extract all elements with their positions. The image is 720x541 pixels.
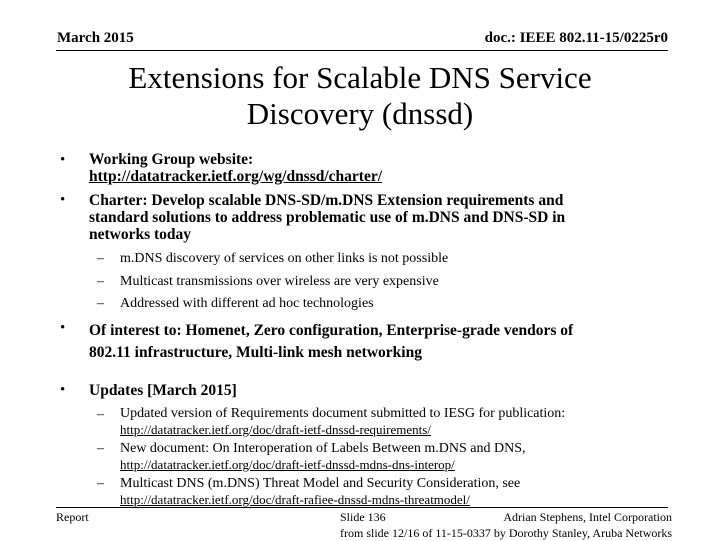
update-item xyxy=(120,441,680,474)
bullet-marker: • xyxy=(60,320,66,336)
footer-source-note: from slide 12/16 of 11-15-0337 by Dorothy Stanley, Aruba Networks xyxy=(340,526,673,540)
footer-report: Report xyxy=(56,510,89,524)
sub-bullet-marker: – xyxy=(97,407,104,422)
sub-bullet: Multicast transmissions over wireless are very expensive xyxy=(120,274,439,289)
bullet-charter-line-2: standard solutions to address problematic use of m.DNS and DNS-SD in xyxy=(89,209,566,226)
bullet-website xyxy=(89,151,689,185)
requirements-doc-link[interactable]: http://datatracker.ietf.org/doc/draft-ietf-dnssd-requirements/ xyxy=(120,422,431,437)
footer-author: Adrian Stephens, Intel Corporation xyxy=(503,510,672,524)
sub-bullet: Addressed with different ad hoc technologies xyxy=(120,296,374,311)
header-doc-id: doc.: IEEE 802.11-15/0225r0 xyxy=(484,30,668,46)
bullet-interest-line-2: 802.11 infrastructure, Multi-link mesh networking xyxy=(89,344,422,361)
bullet-marker: • xyxy=(60,192,66,208)
sub-bullet-marker: – xyxy=(97,274,104,289)
interop-doc-link[interactable]: http://datatracker.ietf.org/doc/draft-ietf-dnssd-mdns-dns-interop/ xyxy=(120,457,455,472)
bullet-updates: Updates [March 2015] xyxy=(89,382,237,399)
header-date: March 2015 xyxy=(57,30,134,46)
update-item-text: Multicast DNS (m.DNS) Threat Model and Security Consideration, see xyxy=(120,476,521,491)
wg-website-link[interactable]: http://datatracker.ietf.org/wg/dnssd/charter/ xyxy=(89,168,383,185)
update-item xyxy=(120,476,680,509)
slide-title-line-1: Extensions for Scalable DNS Service xyxy=(128,60,592,95)
bullet-interest-line-1: Of interest to: Homenet, Zero configuration, Enterprise-grade vendors of xyxy=(89,322,574,339)
header-divider xyxy=(56,50,668,51)
update-item xyxy=(120,406,680,439)
bullet-charter-line-1: Charter: Develop scalable DNS-SD/m.DNS Extension requirements and xyxy=(89,192,564,209)
sub-bullet-marker: – xyxy=(97,251,104,266)
footer-divider xyxy=(56,507,668,508)
sub-bullet-marker: – xyxy=(97,296,104,311)
bullet-charter-line-3: networks today xyxy=(89,226,192,243)
update-item-text: Updated version of Requirements document submitted to IESG for publication: xyxy=(120,406,566,421)
threatmodel-doc-link[interactable]: http://datatracker.ietf.org/doc/draft-rafiee-dnssd-mdns-threatmodel/ xyxy=(120,492,470,507)
footer-slide-number: Slide 136 xyxy=(340,510,386,524)
bullet-interest xyxy=(89,320,689,364)
slide-title xyxy=(60,60,660,132)
sub-bullet-marker: – xyxy=(97,441,104,456)
bullet-marker: • xyxy=(60,382,66,398)
sub-bullet: m.DNS discovery of services on other links is not possible xyxy=(120,251,449,266)
slide-title-line-2: Discovery (dnssd) xyxy=(246,96,474,131)
bullet-charter xyxy=(89,192,689,243)
sub-bullet-marker: – xyxy=(97,476,104,491)
bullet-website-label: Working Group website: xyxy=(89,151,254,168)
update-item-text: New document: On Interoperation of Labels Between m.DNS and DNS, xyxy=(120,441,526,456)
bullet-marker: • xyxy=(60,152,66,168)
